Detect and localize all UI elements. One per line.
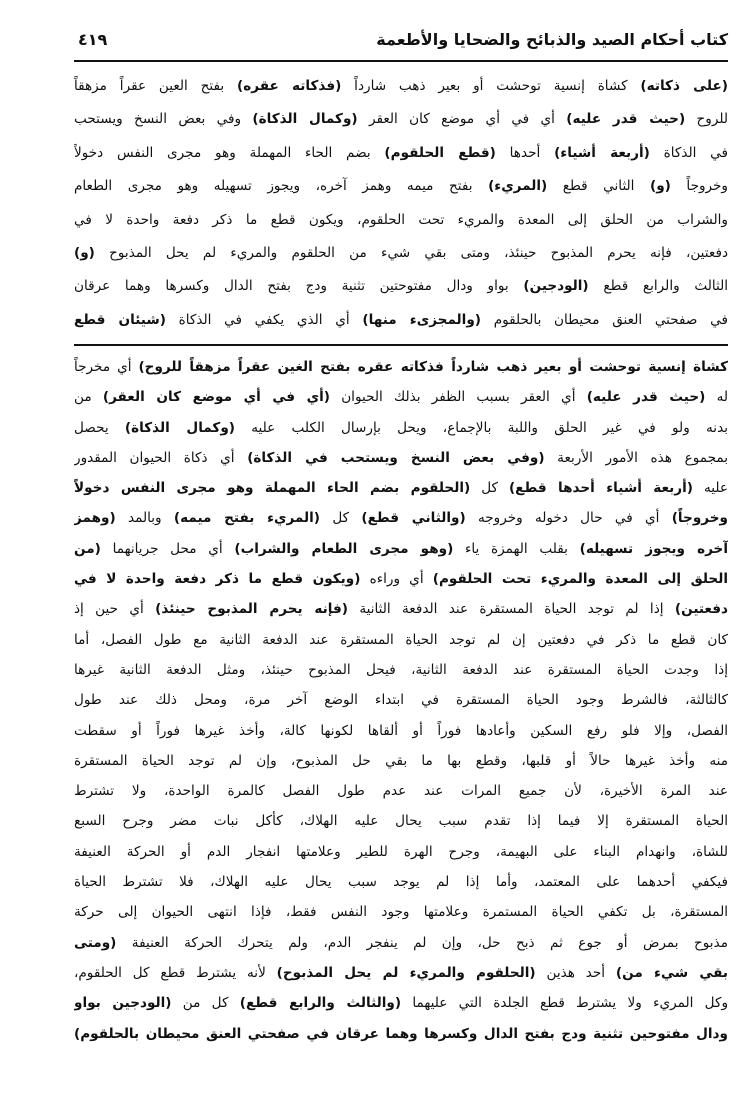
commentary-line <box>74 716 728 746</box>
emphasized-text: (قطع الحلقوم) <box>384 144 496 161</box>
commentary-line <box>74 594 728 624</box>
text-segment: للروح <box>685 111 728 128</box>
text-segment: المستقرة، بل تكفي الحياة المستمرة وعلامتها وجود النفس فقط، فإذا انتهى الحيوان إلى حركة <box>74 904 728 921</box>
text-segment: وبالمد <box>115 510 174 527</box>
text-segment: أي الذي يكفي في الذكاة <box>165 311 363 328</box>
main-line <box>74 204 728 237</box>
text-segment: كشاة إنسية توحشت أو بعير ذهب شارداً <box>341 78 641 94</box>
commentary-line <box>74 534 728 564</box>
text-segment: من <box>74 389 103 406</box>
text-segment: أحدها <box>495 144 555 161</box>
commentary-line <box>74 837 728 867</box>
emphasized-text: (و) <box>650 178 671 195</box>
text-segment: منه وأخذ غيرها حالاً أو قلبها، وقطع بها ما بقي حل المذبوح، وإن لم توجد الحياة المستقرة <box>74 752 728 769</box>
main-line <box>74 137 728 170</box>
commentary-line <box>74 655 728 685</box>
emphasized-text: (أربعة أشياء) <box>554 144 650 161</box>
main-line <box>74 103 728 136</box>
emphasized-text: (الحلقوم والمريء لم يحل المذبوح) <box>276 964 536 981</box>
emphasized-text: (والثالث والرابع قطع) <box>239 995 402 1012</box>
commentary-line <box>74 685 728 715</box>
commentary-line <box>74 928 728 958</box>
commentary-line <box>74 625 728 655</box>
running-title: كتاب أحكام الصيد والذبائح والضحايا والأطعمة <box>376 30 728 49</box>
emphasized-text: (المريء) <box>488 178 548 195</box>
text-segment: عليه <box>693 480 728 497</box>
main-text <box>74 70 728 337</box>
text-segment: كل من <box>171 995 240 1012</box>
text-segment: الحياة المستقرة إلا فيما إذا تقدم سبب يحال عليه الهلاك، كأكل نبات مضر وجرح السبع <box>74 813 728 830</box>
emphasized-text: (والثاني قطع) <box>361 510 466 527</box>
text-segment: أي مخرجاً <box>74 359 139 375</box>
text-segment: والشراب من الحلق إلى المعدة والمريء تحت الحلقوم، ويكون قطع ما ذكر دفعة واحدة لا في <box>74 211 728 228</box>
commentary-line <box>74 867 728 897</box>
text-segment: وخروجاً <box>670 178 728 195</box>
commentary-line <box>74 988 728 1018</box>
emphasized-text: (الودجين) <box>523 278 589 295</box>
commentary-line <box>74 958 728 988</box>
text-segment: كالثالثة، فالشرط وجود الحياة المستقرة في ابتداء الوضع آخر مرة، ومحل ذلك عند طول <box>74 692 728 709</box>
text-segment: بواو ودال مفتوحتين تثنية ودج بفتح الدال وكسرها وهما عرقان <box>74 278 524 295</box>
text-segment: عند المرة الأخيرة، لأن جميع المرات عند عدم طول الفصل كالمرة الواحدة، ولا تشترط <box>74 783 728 800</box>
text-segment: بضم الحاء المهملة وهو مجرى النفس دخولاً <box>74 144 385 161</box>
emphasized-text: (الحلقوم بضم الحاء المهملة وهو مجرى النفس دخولاً <box>74 480 471 497</box>
emphasized-text: (ويكون قطع ما ذكر دفعة واحدة لا في <box>74 571 361 588</box>
emphasized-text: (المريء بفتح ميمه) <box>173 510 321 527</box>
emphasized-text: (وهو مجرى الطعام والشراب) <box>234 540 454 557</box>
text-segment: وكل المريء ولا يشترط قطع الجلدة التي عليهما <box>401 995 728 1012</box>
emphasized-text: وخروجاً) <box>671 510 728 527</box>
text-segment: كل <box>470 480 509 497</box>
commentary-line <box>74 564 728 594</box>
text-segment: دفعتين، فإنه يحرم المذبوح حينئذ، ومتى بقي شيء من الحلقوم والمريء لم يحل المذبوح <box>94 244 728 261</box>
emphasized-text: (فذكاته عقره) <box>237 78 342 94</box>
text-segment: الثاني قطع <box>547 178 650 195</box>
text-segment: كان قطع ما ذكر في دفعتين إن لم توجد الحياة المستقرة عند الدفعة الثانية مع طول الفصل، أما <box>74 631 728 648</box>
commentary-line <box>74 1019 728 1049</box>
text-segment: بفتح العين عقراً مزهقاً <box>74 78 238 94</box>
emphasized-text: (فإنه يحرم المذبوح حينئذ) <box>155 601 348 618</box>
main-line <box>74 170 728 203</box>
text-segment: إذا لم توجد الحياة المستقرة عند الدفعة الثانية <box>347 601 675 618</box>
emphasized-text: دفعتين) <box>674 601 728 618</box>
text-segment: أي وراءه <box>360 571 433 588</box>
emphasized-text: (ومتى <box>74 934 117 951</box>
text-segment: كل <box>320 510 362 527</box>
text-segment: له <box>705 389 728 406</box>
emphasized-text: (أربعة أشياء أحدها قطع) <box>508 480 693 497</box>
emphasized-text: آخره ويجوز تسهيله) <box>579 540 728 557</box>
commentary-line <box>74 776 728 806</box>
commentary-line <box>74 443 728 473</box>
text-segment: في الذكاة <box>649 144 728 161</box>
emphasized-text: بقي شيء من) <box>615 964 728 981</box>
commentary-line <box>74 413 728 443</box>
emphasized-text: (شيئان قطع <box>74 311 166 328</box>
text-segment: للشاة، وانهدام البناء على البهيمة، وجرح الهرة للطير وعلامتها انفجار الدم أو الحركة العنيفة <box>74 843 728 860</box>
main-line <box>74 237 728 270</box>
commentary-text <box>74 352 728 1049</box>
emphasized-text: ودال مفتوحين تثنية ودج بفتح الدال وكسرها وهما عرقان في صفحتي العنق محيطان بالحلقوم) <box>74 1025 728 1042</box>
text-segment: بقلب الهمزة ياء <box>453 540 580 557</box>
main-line <box>74 304 728 337</box>
text-segment: بمجموع هذه الأمور الأربعة <box>544 449 728 466</box>
text-segment: أحد هذين <box>535 964 616 981</box>
emphasized-text: (حيث قدر عليه) <box>566 111 686 128</box>
text-segment: الفصل، وإلا فلو رفع السكين وأعادها فوراً أو ألقاها لكونها كالة، وأخذ غيرها فوراً أو سقطت <box>74 722 728 739</box>
emphasized-text: (وكمال الذكاة) <box>124 419 235 436</box>
commentary-line <box>74 746 728 776</box>
commentary-line <box>74 806 728 836</box>
emphasized-text: الحلق إلى المعدة والمريء تحت الحلقوم) <box>432 571 728 588</box>
text-segment: أي في حال دخوله وخروجه <box>465 510 672 527</box>
text-segment: أي العقر بسبب الظفر بذلك الحيوان <box>329 389 587 406</box>
emphasized-text: (الودجين بواو <box>74 995 172 1012</box>
text-segment: الثالث والرابع قطع <box>588 278 728 295</box>
emphasized-text: (من <box>74 540 101 557</box>
text-segment: بفتح ميمه وهمز آخره، ويجوز تسهيله وهو مجرى الطعام <box>74 178 489 195</box>
text-segment: أي محل جريانهما <box>100 540 235 557</box>
text-segment: أي حين إذ <box>74 601 156 618</box>
text-segment: يحصل <box>74 419 125 436</box>
text-segment: في صفحتي العنق محيطان بالحلقوم <box>480 311 728 328</box>
running-header <box>74 30 728 58</box>
commentary-separator <box>74 344 728 346</box>
emphasized-text: (حيث قدر عليه) <box>586 389 706 406</box>
commentary-line <box>74 382 728 412</box>
commentary-line <box>74 503 728 533</box>
emphasized-text: (وهمز <box>74 510 116 527</box>
main-line <box>74 70 728 103</box>
emphasized-text: (أي في أي موضع كان العقر) <box>102 389 330 406</box>
emphasized-text: (والمجزىء منها) <box>362 311 481 328</box>
text-segment: أي ذكاة الحيوان المقدور <box>74 449 248 466</box>
emphasized-text: كشاة إنسية توحشت أو بعير ذهب شارداً فذكاته عقره بفتح الغين عقراً مزهقاً للروح) <box>138 359 728 375</box>
text-segment: وفي بعض النسخ ويستحب <box>74 111 253 128</box>
main-line <box>74 270 728 303</box>
text-segment: فيكفي أحدهما على المعتمد، وأما إذا لم يوجد سبب يحال عليه الهلاك، فلا تشترط الحياة <box>74 874 728 891</box>
emphasized-text: (وفي بعض النسخ ويستحب في الذكاة) <box>247 449 545 466</box>
text-segment: إذا وجدت الحياة المستقرة عند الدفعة الثانية، فيحل المذبوح حينئذ، ومثل الدفعة الثانية غيرها <box>74 661 728 678</box>
commentary-line <box>74 473 728 503</box>
text-segment: مذبوح بمرض أو جوع ثم ذبح حل، وإن لم ينفجر الدم، ولم يتحرك الحركة العنيفة <box>116 934 728 951</box>
commentary-line <box>74 897 728 927</box>
emphasized-text: (و) <box>74 244 95 261</box>
header-rule <box>74 60 728 62</box>
commentary-line <box>74 352 728 382</box>
text-segment: أي في أي موضع كان العقر <box>357 111 567 128</box>
emphasized-text: (على ذكاته) <box>640 78 728 94</box>
page-number: ٤١٩ <box>78 30 108 49</box>
emphasized-text: (وكمال الذكاة) <box>252 111 358 128</box>
text-segment: لأنه يشترط قطع كل الحلقوم، <box>74 964 277 981</box>
text-segment: بدنه ولو في غير الحلق واللبة بالإجماع، ويحل بإرسال الكلب عليه <box>235 419 728 436</box>
